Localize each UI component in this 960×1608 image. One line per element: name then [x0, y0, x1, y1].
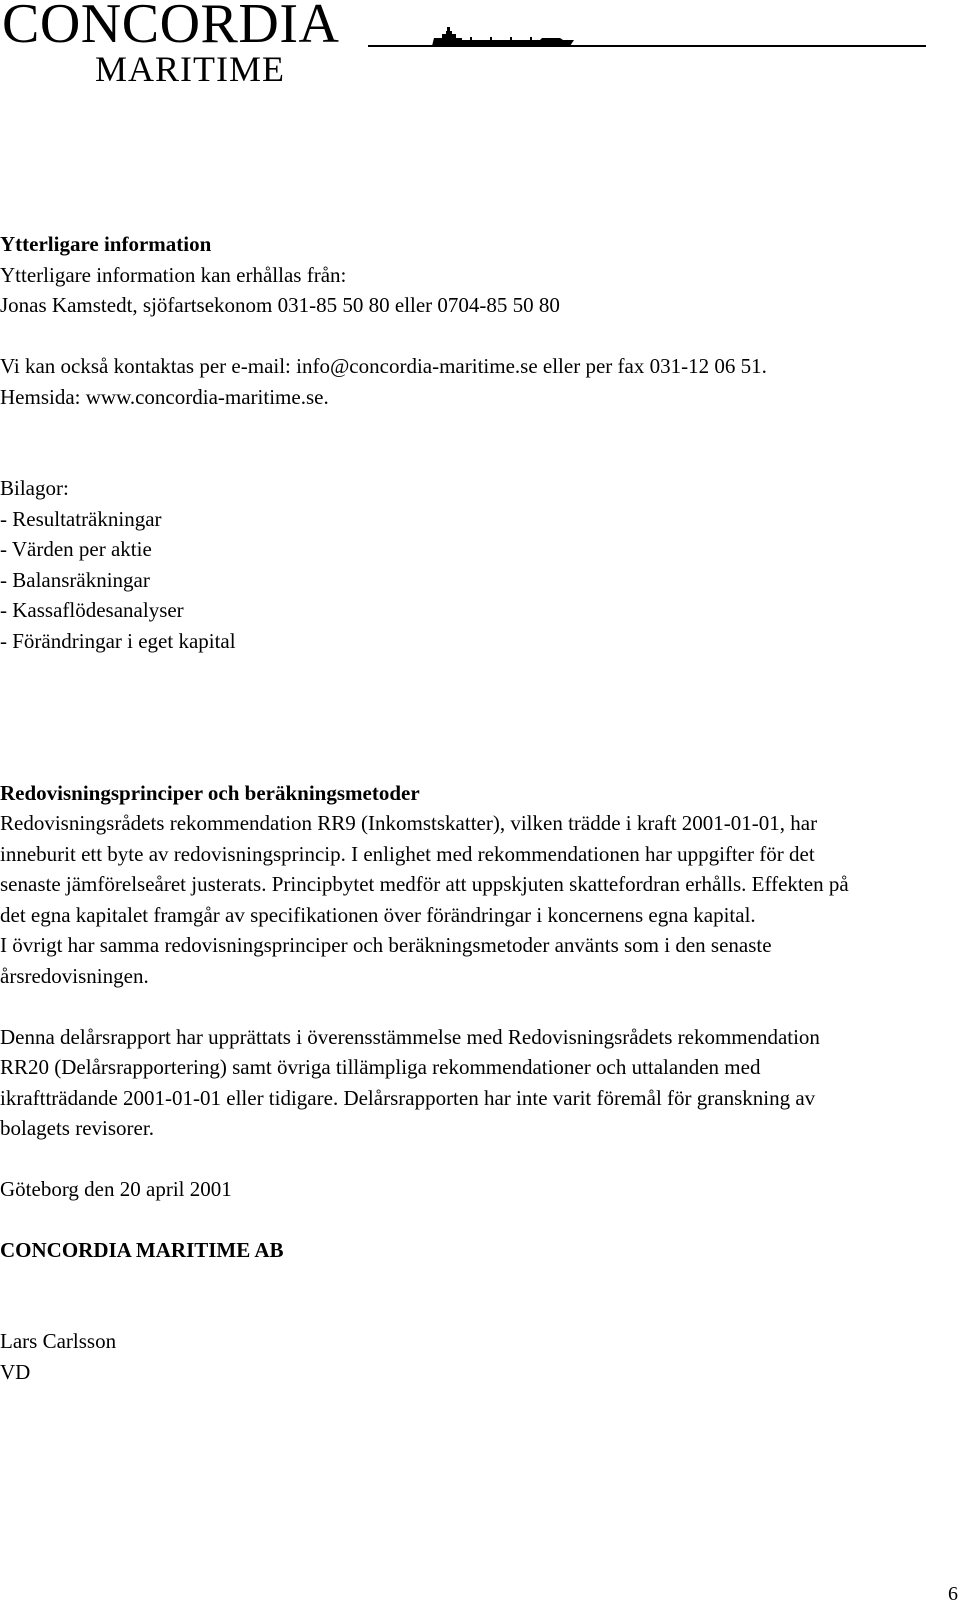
statement-line: ikraftträdande 2001-01-01 eller tidigare. Delårsrapporten har inte varit föremål för granskning av: [0, 1086, 816, 1110]
contact-intro: Ytterligare information kan erhållas från:: [0, 263, 347, 287]
statement-line: RR20 (Delårsrapportering) samt övriga tillämpliga rekommendationer och uttalanden med: [0, 1055, 761, 1079]
statement-line: bolagets revisorer.: [0, 1116, 154, 1140]
contact-heading: Ytterligare information: [0, 232, 212, 256]
principles-line: årsredovisningen.: [0, 964, 149, 988]
contact-person: Jonas Kamstedt, sjöfartsekonom 031-85 50 80 eller 0704-85 50 80: [0, 293, 560, 317]
attachment-item: - Förändringar i eget kapital: [0, 629, 236, 653]
signer-title: VD: [0, 1360, 31, 1384]
company-name: CONCORDIA MARITIME AB: [0, 1238, 284, 1262]
ship-icon: [0, 0, 960, 90]
principles-heading: Redovisningsprinciper och beräkningsmetoder: [0, 781, 420, 805]
place-date: Göteborg den 20 april 2001: [0, 1177, 232, 1201]
principles-line: I övrigt har samma redovisningsprinciper och beräkningsmetoder använts som i den senaste: [0, 933, 772, 957]
principles-line: det egna kapitalet framgår av specifikationen över förändringar i koncernens egna kapital.: [0, 903, 756, 927]
signer-name: Lars Carlsson: [0, 1329, 117, 1353]
attachment-item: - Kassaflödesanalyser: [0, 598, 184, 622]
contact-email-line: Vi kan också kontaktas per e-mail: info@concordia-maritime.se eller per fax 031-12 06 51.: [0, 354, 767, 378]
company-logo: [0, 0, 960, 90]
attachments-label: Bilagor:: [0, 476, 69, 500]
principles-line: Redovisningsrådets rekommendation RR9 (Inkomstskatter), vilken trädde i kraft 2001-01-01, har: [0, 811, 818, 835]
contact-website-line: Hemsida: www.concordia-maritime.se.: [0, 385, 329, 409]
attachment-item: - Balansräkningar: [0, 568, 150, 592]
principles-line: inneburit ett byte av redovisningsprincip. I enlighet med rekommendationen har uppgifter för det: [0, 842, 815, 866]
principles-line: senaste jämförelseåret justerats. Principbytet medför att uppskjuten skattefordran erhålls. Effekten på: [0, 872, 849, 896]
logo-subtitle: MARITIME: [95, 49, 285, 89]
page-number: 6: [948, 1583, 958, 1605]
attachment-item: - Resultaträkningar: [0, 507, 162, 531]
logo-wordmark: CONCORDIA: [2, 0, 340, 55]
statement-line: Denna delårsrapport har upprättats i överensstämmelse med Redovisningsrådets rekommendation: [0, 1025, 820, 1049]
attachment-item: - Värden per aktie: [0, 537, 152, 561]
